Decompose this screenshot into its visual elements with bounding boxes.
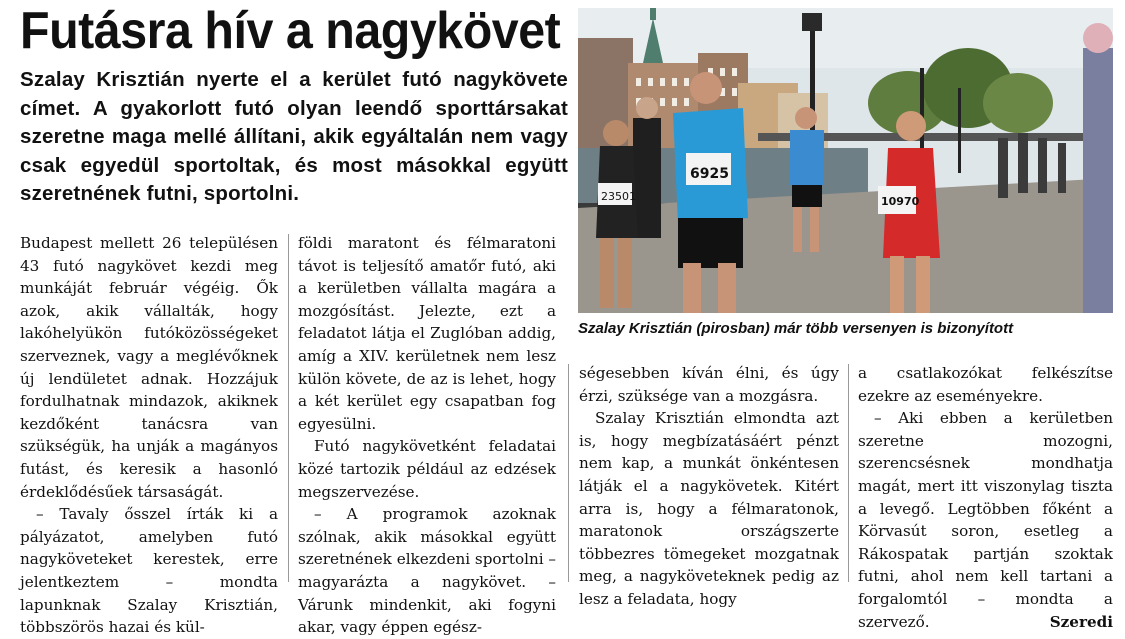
paragraph: Szalay Krisztián elmondta azt is, hogy megbízatásáért pénzt nem kap, a munkát önkéntesen látják el a nagykövetek. Kitért arra is, hogy a félmaratonok, maratonok országszerte többezres tömegeket mozgatnak meg, a nagyköveteknek pedig az lesz a feladata, hogy: [579, 409, 839, 608]
author-signature: Szeredi: [1049, 612, 1113, 631]
paragraph: Futó nagykövetként feladatai közé tartozik például az edzések megszervezése.: [298, 437, 556, 501]
column-2: [298, 232, 556, 639]
paragraph: ségesebben kíván élni, és úgy érzi, szüksége van a mozgásra.: [579, 364, 839, 405]
paragraph: a csatlakozókat felkészítse ezekre az eseményekre.: [858, 364, 1113, 405]
lead-paragraph: Szalay Krisztián nyerte el a kerület futó nagykövete címet. A gyakorlott futó olyan leendő sporttársakat szeretne maga mellé állítani, akik egyáltalán nem vagy csak egyedül sportoltak, és most másokkal együtt szeretnének futni, sportolni.: [20, 68, 568, 205]
paragraph-text: – Aki ebben a kerületben szeretne mozogni, szerencsésnek mondhatja magát, mert itt viszonylag tiszta a levegő. Legtöbben főként a Körvasút soron, esetleg a Rákospatak partján szoktak futni, ahol nem kell tartani a forgalomtól – mondta a szervező.: [858, 409, 1113, 631]
column-3: [579, 362, 839, 611]
photo-caption: Szalay Krisztián (pirosban) már több versenyen is bizonyított: [578, 320, 1014, 337]
column-divider: [568, 364, 569, 582]
paragraph: [858, 407, 1113, 633]
paragraph: – Tavaly ősszel írták ki a pályázatot, amelyben futó nagyköveteket kerestek, erre jelentkeztem – mondta lapunknak Szalay Krisztián, többszörös hazai és kül-: [20, 505, 278, 637]
bib-10970: 10970: [881, 195, 920, 208]
article-photo: [578, 8, 1113, 313]
bib-23501: 23501: [601, 190, 636, 203]
column-divider: [288, 234, 289, 582]
paragraph: földi maratont és félmaratoni távot is teljesítő amatőr futó, aki a kerületben vállalta magára a mozgósítást. Jelezte, ezt a feladatot látja el Zuglóban addig, amíg a XIV. kerületnek nem lesz külön követe, de az is lehet, hogy a két kerület egy csapatban fog egyesülni.: [298, 234, 556, 433]
bib-6925: 6925: [690, 166, 729, 182]
paragraph: Budapest mellett 26 településen 43 futó nagykövet kezdi meg munkáját február végéig. Ők azok, akik vállalták, hogy lakóhelyükön futóközösségeket szerveznek, vagy a meglévőknek új lendületet adnak. Hozzájuk fordulhatnak mindazok, akiknek kezdőként tanácsra van szükségük, ha unják a magányos futást, és keresik a hasonló érdeklődésűek társaságát.: [20, 234, 278, 501]
column-4: [858, 362, 1113, 633]
column-1: [20, 232, 278, 639]
paragraph: – A programok azoknak szólnak, akik másokkal együtt szeretnének elkezdeni sportolni – magyarázta a nagykövet. – Várunk mindenkit, aki fogyni akar, vagy éppen egész-: [298, 505, 557, 637]
column-divider: [848, 364, 849, 582]
headline: Futásra hív a nagykövet: [20, 2, 561, 60]
